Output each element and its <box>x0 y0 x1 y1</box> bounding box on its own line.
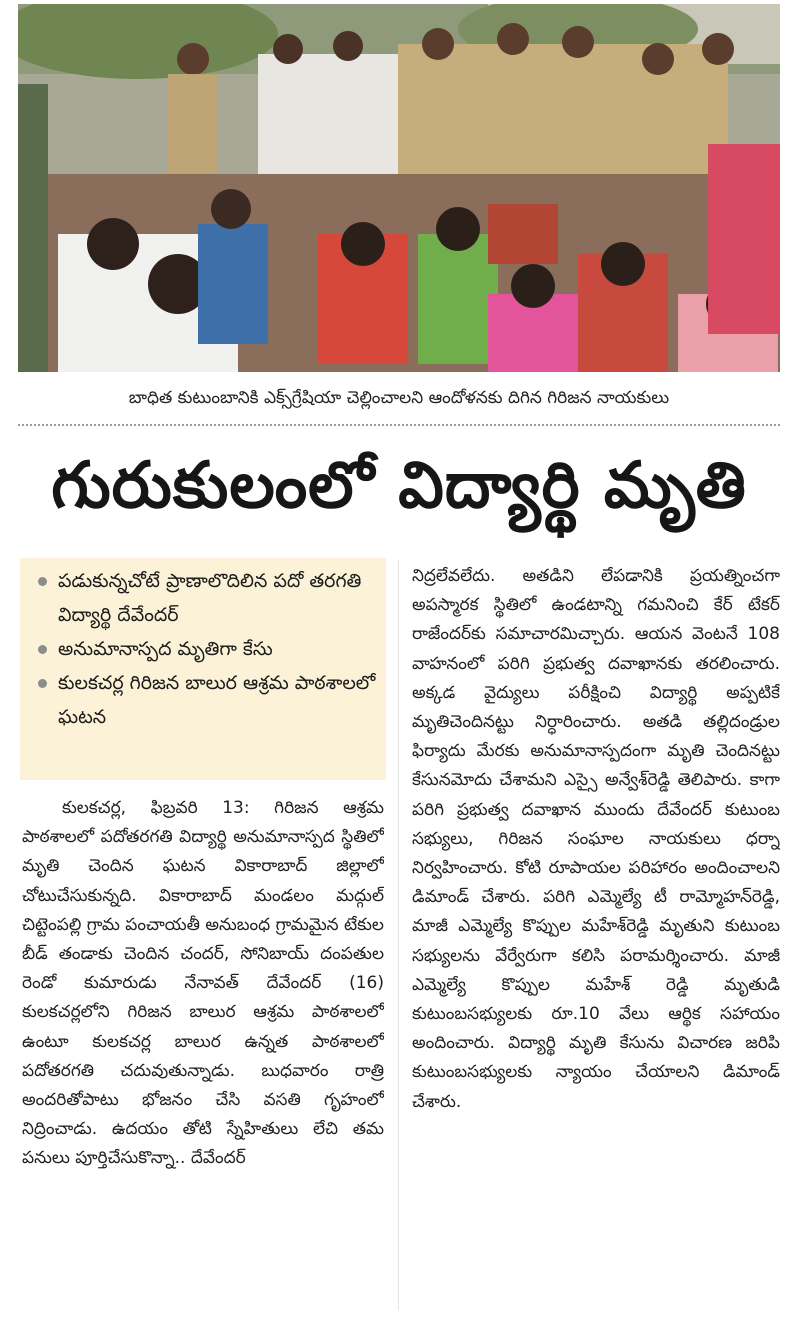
article-left-column: కులకచర్ల, ఫిబ్రవరి 13: గిరిజన ఆశ్రమ పాఠశాలలో పదోతరగతి విద్యార్థి అనుమానాస్పద స్థితిలో మృతి చెందిన ఘటన వికారాబాద్ జిల్లాలో చోటుచేసుకున్నది. వికారాబాద్ మండలం మద్గుల్ చిట్టెంపల్లి గ్రామ పంచాయతీ అనుబంధ గ్రామమైన టేకుల బీడ్ తండాకు చెందిన చందర్, సోనిబాయ్ దంపతుల రెండో కుమారుడు నేనావత్ దేవేందర్ (16) కులకచర్లలోని గిరిజన బాలుర ఆశ్రమ పాఠశాలలో ఉంటూ కులకచర్ల బాలుర ఉన్నత పాఠశాలలో పదోతరగతి చదువుతున్నాడు. బుధవారం రాత్రి అందరితోపాటు భోజనం చేసి వసతి గృహంలో నిద్రించాడు. ఉదయం తోటి స్నేహితులు లేచి తమ పనులు పూర్తిచేసుకొన్నా.. దేవేందర్ <box>22 798 384 1169</box>
dotted-divider <box>18 424 780 426</box>
article-right-column: నిద్రలేవలేదు. అతడిని లేపడానికి ప్రయత్నించగా అపస్మారక స్థితిలో ఉండటాన్ని గమనించి కేర్ టేకర్ రాజేందర్‌కు సమాచారమిచ్చారు. ఆయన వెంటనే 108 వాహనంలో పరిగి ప్రభుత్వ దవాఖానకు తరలించారు. అక్కడ వైద్యులు పరీక్షించి విద్యార్థి అప్పటికే మృతిచెందినట్టు నిర్ధారించారు. అతడి తల్లిదండ్రుల ఫిర్యాదు మేరకు అనుమానాస్పదంగా మృతి చెందినట్టు కేసునమోదు చేశామని ఎస్సై అన్వేశ్‌రెడ్డి తెలిపారు. కాగా పరిగి ప్రభుత్వ దవాఖాన ముందు దేవేందర్ కుటుంబ సభ్యులు, గిరిజన సంఘాల నాయకులు ధర్నా నిర్వహించారు. కోటి రూపాయల పరిహారం అందించాలని డిమాండ్ చేశారు. పరిగి ఎమ్మెల్యే టీ రామ్మోహన్‌రెడ్డి, మాజీ ఎమ్మెల్యే కొప్పుల మహేశ్‌రెడ్డి మృతుని కుటుంబ సభ్యులను వేర్వేరుగా కలిసి పరామర్శించారు. మాజీ ఎమ్మెల్యే కొప్పుల మహేశ్ రెడ్డి మృతుడి కుటుంబసభ్యులకు రూ.10 వేలు ఆర్థిక సహాయం అందించారు. విద్యార్థి మృతి కేసును విచారణ జరిపి కుటుంబసభ్యులకు న్యాయం చేయాలని డిమాండ్ చేశారు. <box>412 566 780 1112</box>
photo-caption: బాధిత కుటుంబానికి ఎక్స్‌గ్రేషియా చెల్లించాలని ఆందోళనకు దిగిన గిరిజన నాయకులు <box>128 388 670 408</box>
bullet-icon <box>38 679 47 688</box>
column-divider <box>398 560 399 1310</box>
headline: గురుకులంలో విద్యార్థి మృతి <box>51 449 747 523</box>
highlight-item <box>36 564 376 632</box>
highlight-text: అనుమానాస్పద మృతిగా కేసు <box>58 638 273 660</box>
highlight-item <box>36 666 376 734</box>
highlight-text: పడుకున్నచోటే ప్రాణాలొదిలిన పదో తరగతి విద్యార్థి దేవేందర్ <box>58 570 362 626</box>
highlight-text: కులకచర్ల గిరిజన బాలుర ఆశ్రమ పాఠశాలలో ఘటన <box>58 672 376 728</box>
protest-photo-illustration <box>18 4 780 372</box>
bullet-icon <box>38 577 47 586</box>
highlights-box <box>20 558 386 780</box>
protest-photo <box>18 4 780 372</box>
highlight-item <box>36 632 376 666</box>
bullet-icon <box>38 645 47 654</box>
